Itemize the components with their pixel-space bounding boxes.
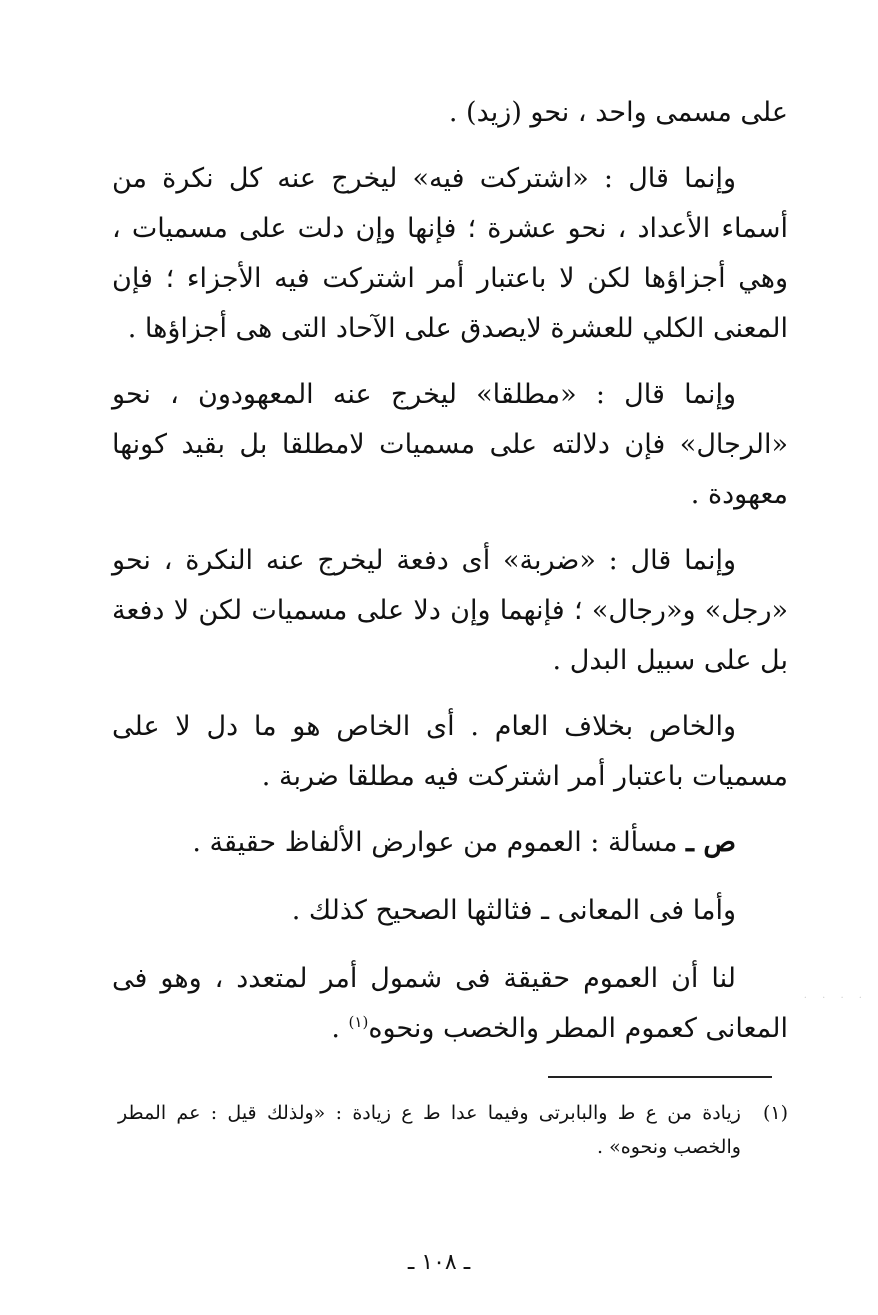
paragraph-2: وإنما قال : «اشتركت فيه» ليخرج عنه كل نكرة من أسماء الأعداد ، نحو عشرة ؛ فإنها وإن دلت على مسميات ، وهي أجزاؤها لكن لا باعتبار أمر اشتركت فيه الأجزاء ؛ فإن المعنى الكلي للعشرة لايصدق على الآحاد التى هى أجزاؤها .: [112, 163, 788, 344]
paragraph-3: وإنما قال : «مطلقا» ليخرج عنه المعهودون ، نحو «الرجال» فإن دلالته على مسميات لامطلقا بل بقيد كونها معهودة .: [112, 379, 788, 510]
paragraph-last-text: لنا أن العموم حقيقة فى شمول أمر لمتعدد ، وهو فى المعانى كعموم المطر والخصب ونحوه: [112, 963, 788, 1044]
paragraph-5: والخاص بخلاف العام . أى الخاص هو ما دل لا على مسميات باعتبار أمر اشتركت فيه مطلقا ضربة .: [112, 711, 788, 792]
paragraph-last: [112, 954, 788, 1054]
footnote: [118, 1096, 788, 1164]
paragraph-meanings: وأما فى المعانى ـ فثالثها الصحيح كذلك .: [291, 895, 736, 926]
page-number: ـ ١٠٨ ـ: [407, 1250, 471, 1275]
margin-dots: . . . .: [803, 990, 868, 1001]
main-text: [112, 88, 788, 1070]
masala-marker: ص ـ: [686, 827, 736, 858]
paragraph-last-tail: .: [331, 1013, 349, 1044]
masala-text: مسألة : العموم من عوارض الألفاظ حقيقة .: [192, 827, 678, 858]
paragraph-1: على مسمى واحد ، نحو (زيد) .: [448, 97, 788, 128]
footnote-text: زيادة من ع ط والبابرتى وفيما عدا ط ع زيادة : «ولذلك قيل : عم المطر والخصب ونحوه» .: [118, 1102, 741, 1158]
footnote-reference[interactable]: (١): [348, 1013, 369, 1031]
footnote-separator: [548, 1076, 772, 1078]
paragraph-4: وإنما قال : «ضربة» أى دفعة ليخرج عنه النكرة ، نحو «رجل» و«رجال» ؛ فإنهما وإن دلا على مسميات لكن لا دفعة بل على سبيل البدل .: [112, 545, 788, 676]
footnote-number: (١): [762, 1102, 788, 1124]
masala-heading: [112, 818, 788, 868]
